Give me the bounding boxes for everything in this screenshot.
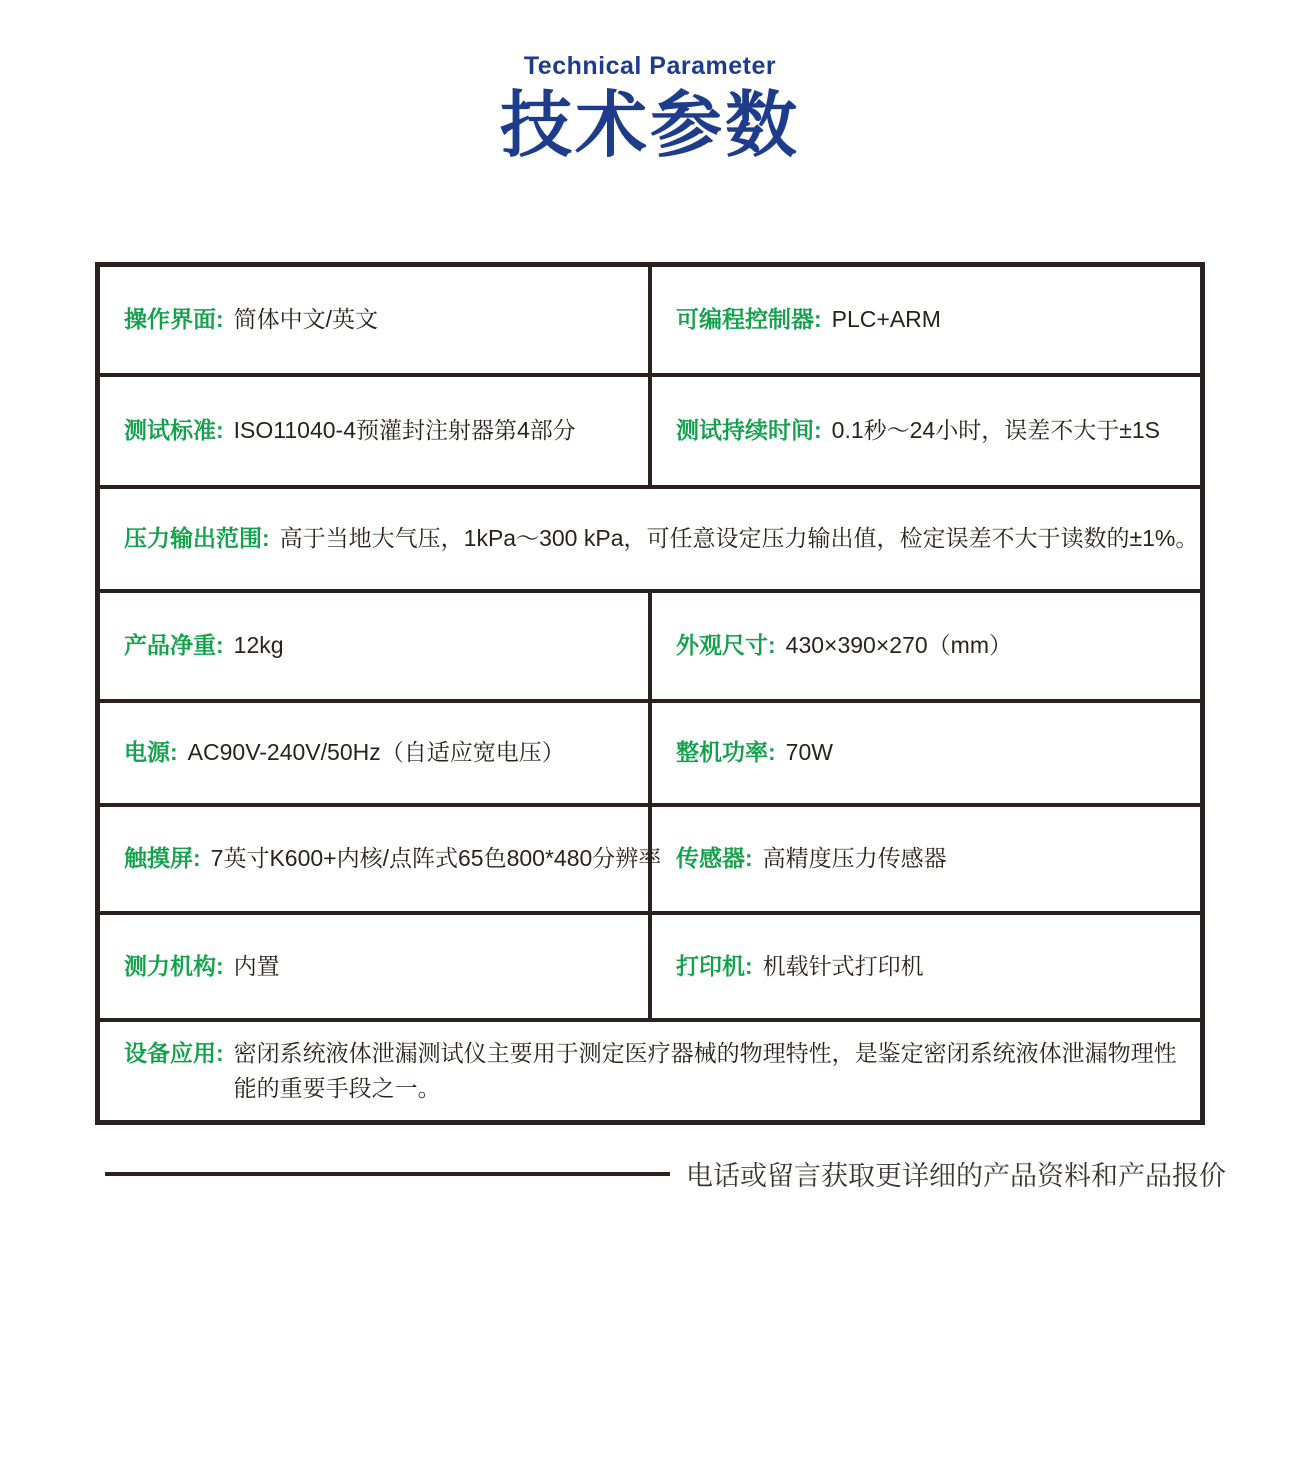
table-cell bbox=[98, 913, 651, 1020]
table-row bbox=[98, 805, 1203, 913]
spec-value: 0.1秒～24小时，误差不大于±1S bbox=[831, 417, 1160, 444]
table-cell bbox=[98, 375, 651, 487]
footer-note: 电话或留言获取更详细的产品资料和产品报价 bbox=[686, 1161, 1226, 1191]
footer bbox=[105, 1154, 1226, 1193]
spec-value: 内置 bbox=[233, 952, 280, 979]
spec-pair bbox=[124, 627, 628, 664]
spec-value: 密闭系统液体泄漏测试仪主要用于测定医疗器械的物理特性，是鉴定密闭系统液体泄漏物理性能的重要手段之一。 bbox=[233, 1039, 1177, 1102]
spec-label: 压力输出范围: bbox=[124, 525, 270, 552]
spec-value: 7英寸K600+内核/点阵式65色800*480分辨率 bbox=[210, 845, 662, 872]
spec-label: 操作界面: bbox=[124, 306, 224, 333]
table-cell bbox=[650, 701, 1203, 805]
spec-label: 可编程控制器: bbox=[676, 306, 822, 333]
spec-pair bbox=[676, 412, 1180, 449]
table-cell bbox=[98, 805, 662, 913]
divider-line bbox=[105, 1172, 670, 1176]
table-row bbox=[98, 913, 1203, 1020]
header bbox=[0, 0, 1300, 165]
table-cell bbox=[98, 1020, 1203, 1123]
table-cell bbox=[650, 375, 1203, 487]
spec-pair bbox=[124, 948, 628, 985]
table-row bbox=[98, 487, 1203, 591]
page-title: 技术参数 bbox=[499, 86, 800, 166]
table-cell bbox=[650, 265, 1203, 375]
spec-value: 430×390×270（mm） bbox=[785, 632, 1012, 659]
spec-pair bbox=[124, 734, 628, 771]
table-cell bbox=[98, 487, 1203, 591]
spec-pair bbox=[676, 840, 1180, 877]
spec-pair bbox=[676, 948, 1180, 985]
table-row bbox=[98, 375, 1203, 487]
spec-value: 高于当地大气压，1kPa～300 kPa，可任意设定压力输出值，检定误差不大于读数的±1%。 bbox=[279, 525, 1199, 552]
spec-label: 测试持续时间: bbox=[676, 417, 822, 444]
spec-label: 触摸屏: bbox=[124, 845, 201, 872]
table-cell bbox=[650, 591, 1203, 701]
spec-pair bbox=[676, 301, 1180, 338]
table-cell bbox=[98, 701, 651, 805]
spec-pair bbox=[124, 840, 662, 877]
spec-value: 12kg bbox=[233, 632, 284, 659]
table-row bbox=[98, 265, 1203, 375]
spec-value: ISO11040-4预灌封注射器第4部分 bbox=[233, 417, 576, 444]
header-subtitle: Technical Parameter bbox=[523, 52, 777, 80]
table-cell bbox=[650, 805, 1203, 913]
spec-label: 产品净重: bbox=[124, 632, 224, 659]
spec-table bbox=[95, 262, 1205, 1125]
spec-label: 外观尺寸: bbox=[676, 632, 776, 659]
table-cell bbox=[650, 913, 1203, 1020]
spec-value: 70W bbox=[785, 739, 833, 766]
table-cell bbox=[98, 591, 651, 701]
spec-label: 传感器: bbox=[676, 845, 753, 872]
spec-pair bbox=[124, 412, 628, 449]
spec-pair bbox=[676, 734, 1180, 771]
spec-value: PLC+ARM bbox=[831, 306, 941, 333]
spec-pair bbox=[676, 627, 1180, 664]
spec-label: 整机功率: bbox=[676, 739, 776, 766]
table-row bbox=[98, 1020, 1203, 1123]
spec-label: 测试标准: bbox=[124, 417, 224, 444]
table-row bbox=[98, 701, 1203, 805]
spec-label: 设备应用: bbox=[124, 1039, 224, 1066]
spec-label: 电源: bbox=[124, 739, 178, 766]
spec-label: 打印机: bbox=[676, 952, 753, 979]
spec-label: 测力机构: bbox=[124, 952, 224, 979]
spec-pair bbox=[124, 520, 1199, 557]
spec-value: 简体中文/英文 bbox=[233, 306, 379, 333]
table-cell bbox=[98, 265, 651, 375]
spec-pair bbox=[124, 1035, 1180, 1107]
spec-value: 机载针式打印机 bbox=[762, 952, 924, 979]
spec-value: AC90V-240V/50Hz（自适应宽电压） bbox=[187, 739, 565, 766]
spec-pair bbox=[124, 301, 628, 338]
spec-value: 高精度压力传感器 bbox=[762, 845, 947, 872]
table-row bbox=[98, 591, 1203, 701]
